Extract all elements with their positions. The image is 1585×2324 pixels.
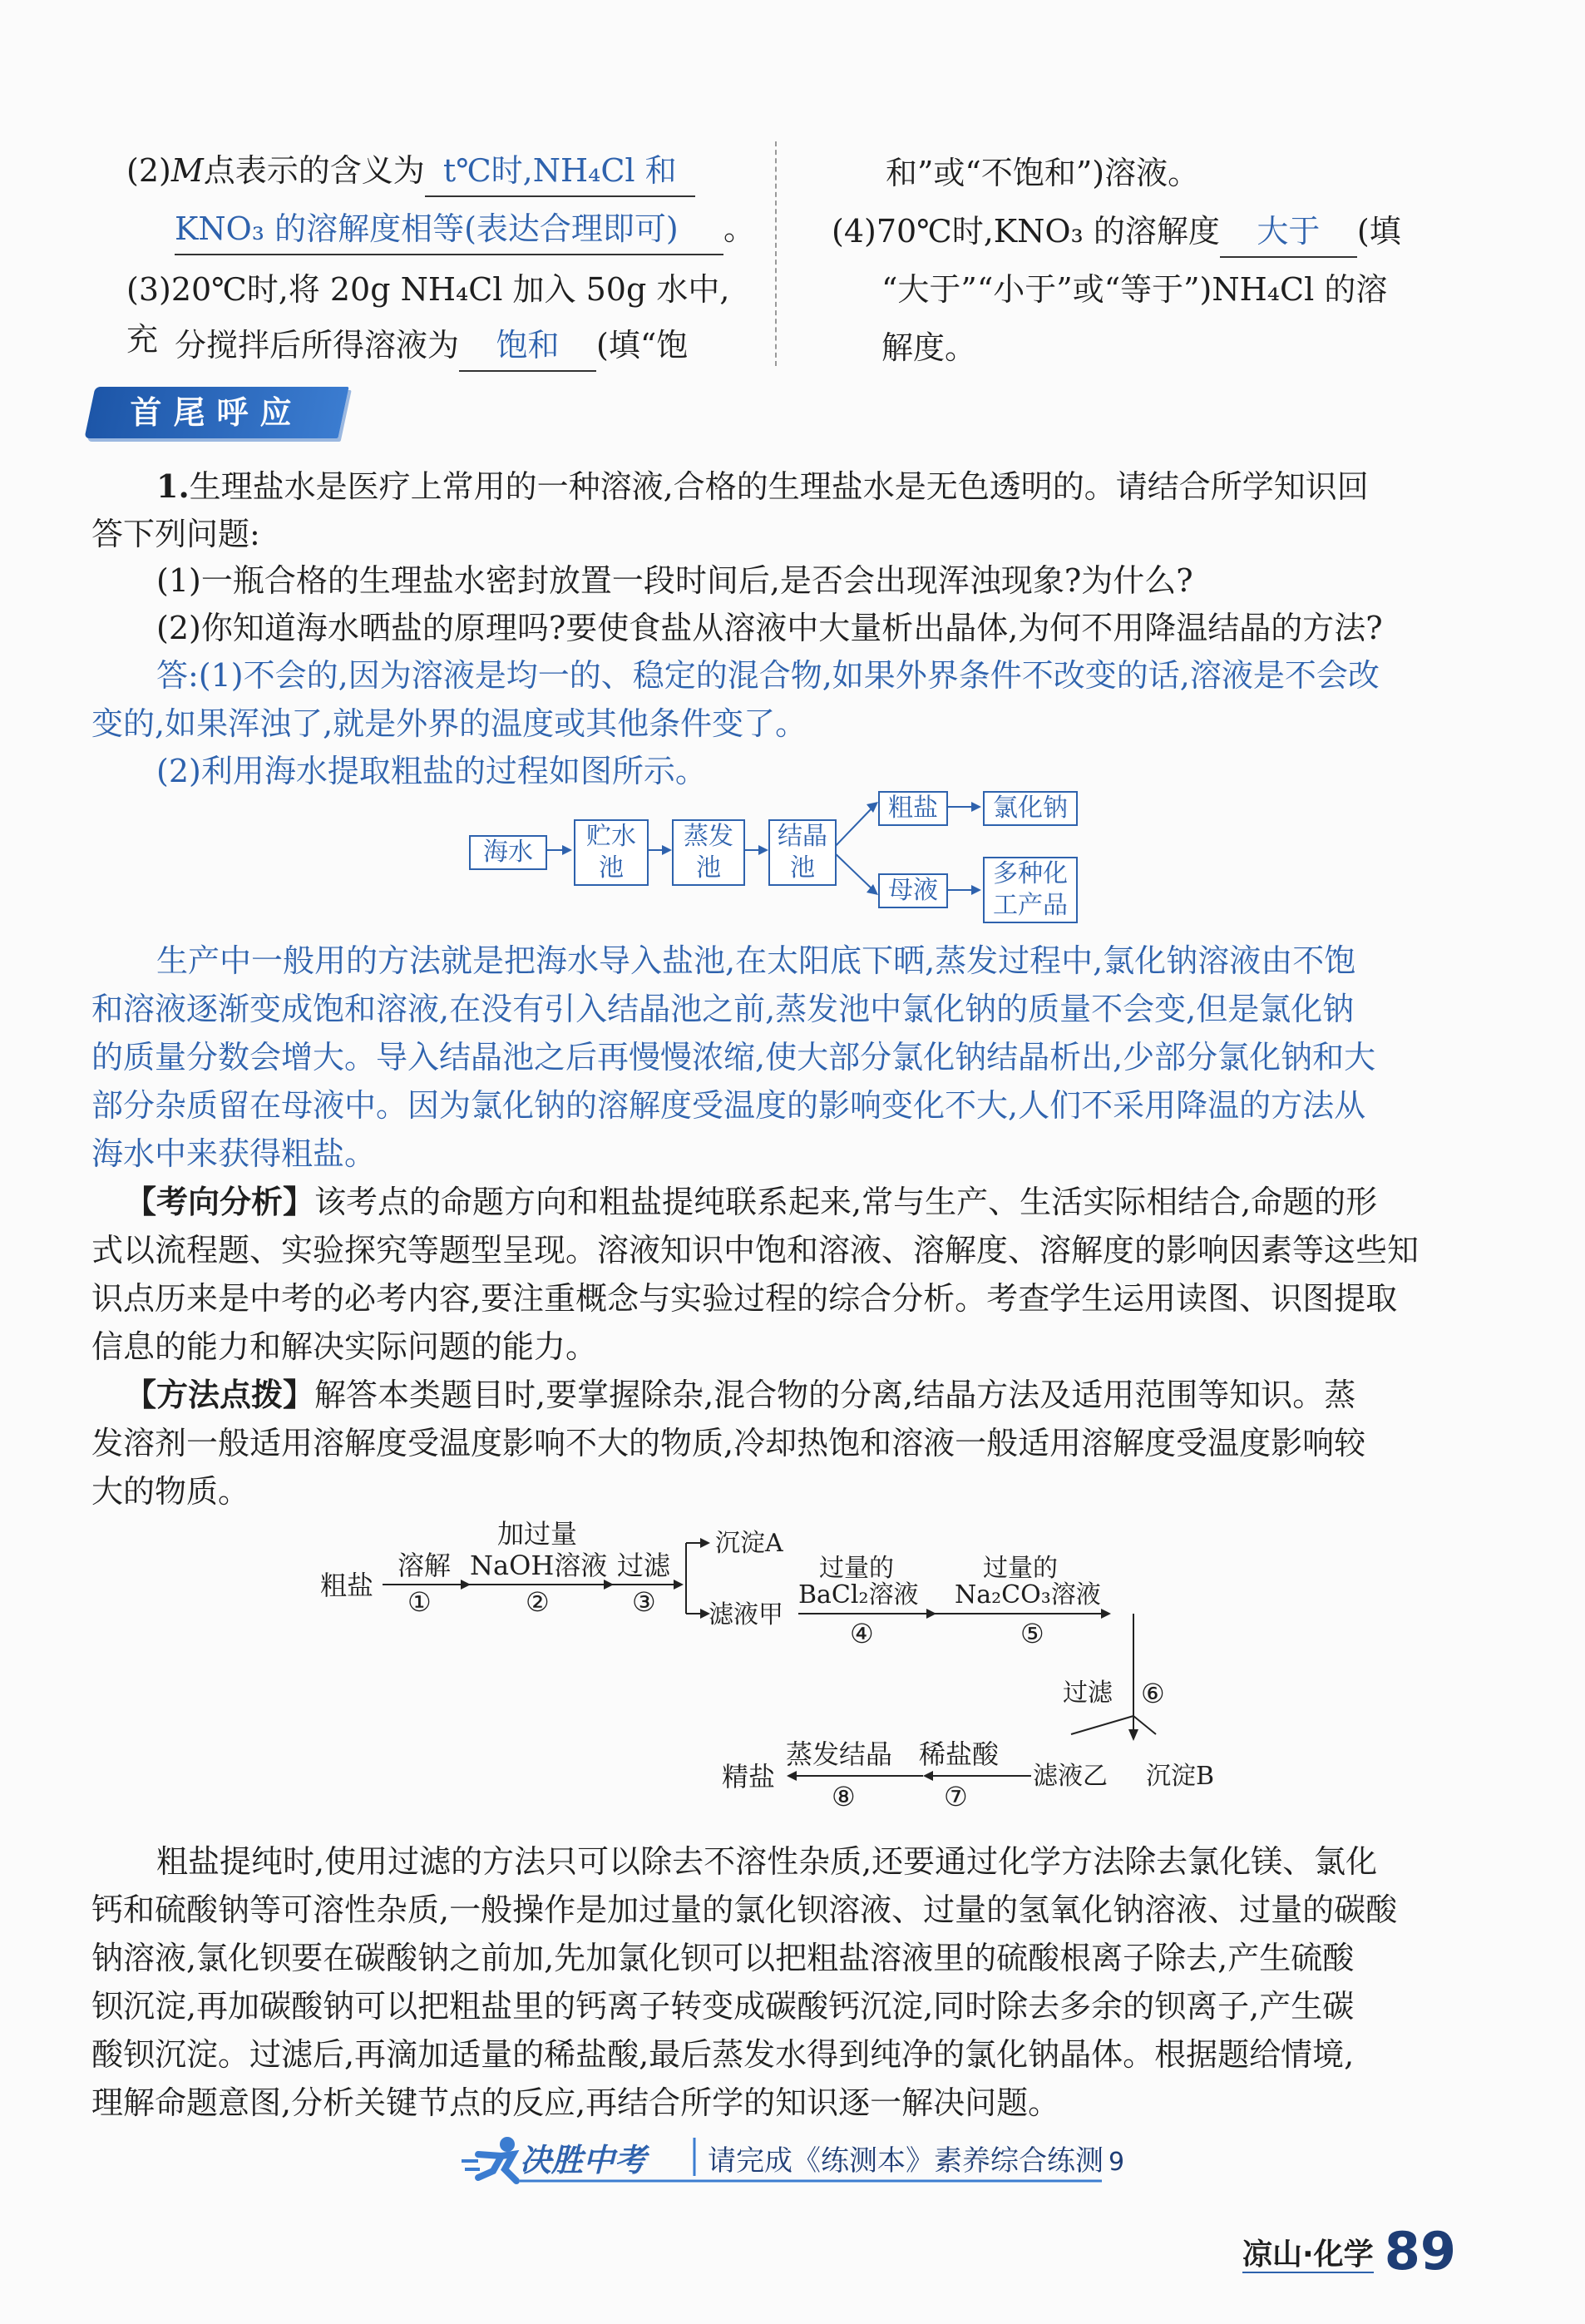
f2-filter6: 过滤 — [1063, 1679, 1113, 1708]
f2-n7: ⑦ — [944, 1781, 968, 1809]
answer-1-line2: 变的,如果浑浊了,就是外界的温度或其他条件变了。 — [91, 705, 807, 742]
problem-sub2: (2)你知道海水晒盐的原理吗?要使食盐从溶液中大量析出晶体,为何不用降温结晶的方法? — [156, 610, 1383, 646]
region-subject: 凉山·化学 — [1242, 2237, 1374, 2272]
summary-line4: 钡沉淀,再加碳酸钠可以把粗盐里的钙离子转变成碳酸钙沉淀,同时除去多余的钡离子,产生碳 — [91, 1988, 1355, 2025]
problem-line2: 答下列问题: — [91, 516, 260, 552]
f2-evap: 蒸发结晶 — [786, 1738, 893, 1770]
f2-n8: ⑧ — [832, 1781, 856, 1809]
f2-hcl: 稀盐酸 — [919, 1738, 1000, 1770]
summary-line6: 理解命题意图,分析关键节点的反应,再结合所学的知识逐一解决问题。 — [91, 2084, 1060, 2121]
f2-excess1: 加过量 — [497, 1518, 578, 1550]
f2-n1: ① — [407, 1586, 432, 1618]
f2-dissolve: 溶解 — [397, 1550, 452, 1581]
answer-2-p3: 的质量分数会增大。导入结晶池之后再慢慢浓缩,使大部分氯化钠结晶析出,少部分氯化钠和大 — [91, 1039, 1376, 1075]
f2-excess2: 过量的 — [819, 1554, 894, 1583]
problem-line1: 1.生理盐水是医疗上常用的一种溶液,合格的生理盐水是无色透明的。请结合所学知识回 — [156, 467, 1369, 505]
flow-crystallization-pond: 结晶 池 — [768, 819, 837, 886]
column-divider — [775, 141, 777, 366]
section-banner: 首尾呼应 — [84, 387, 348, 438]
q2-line1: (2)M点表示的含义为 t℃时,NH₄Cl 和 — [126, 146, 758, 197]
flow-storage-pond: 贮水 池 — [574, 819, 649, 886]
answer-2-p1: 生产中一般用的方法就是把海水导入盐池,在太阳底下晒,蒸发过程中,氯化钠溶液由不饱 — [156, 942, 1356, 979]
q2-answer-blank-2: KNO₃ 的溶解度相等(表达合理即可) — [175, 204, 723, 255]
method-line3: 大的物质。 — [91, 1473, 250, 1510]
problem-sub1: (1)一瓶合格的生理盐水密封放置一段时间后,是否会出现浑浊现象?为什么? — [156, 562, 1193, 599]
flow-sodium-chloride: 氯化钠 — [983, 791, 1078, 826]
summary-line5: 酸钡沉淀。过滤后,再滴加适量的稀盐酸,最后蒸发水得到纯净的氯化钠晶体。根据题给情境, — [91, 2036, 1355, 2073]
f2-filter: 过滤 — [617, 1550, 671, 1581]
method-line2: 发溶剂一般适用溶解度受温度影响不大的物质,冷却热饱和溶液一般适用溶解度受温度影响较 — [91, 1425, 1366, 1461]
q2-answer-blank: t℃时,NH₄Cl 和 — [425, 146, 695, 197]
f2-bacl2: BaCl₂溶液 — [798, 1580, 919, 1609]
analysis-line4: 信息的能力和解决实际问题的能力。 — [91, 1328, 598, 1365]
summary-line1: 粗盐提纯时,使用过滤的方法只可以除去不溶性杂质,还要通过化学方法除去氯化镁、氯化 — [156, 1843, 1378, 1880]
summary-line3: 钠溶液,氯化钡要在碳酸钠之前加,先加氯化钡可以把粗盐溶液里的硫酸根离子除去,产生硫酸 — [91, 1940, 1355, 1976]
q3-line1: (3)20℃时,将 20g NH₄Cl 加入 50g 水中,充 — [126, 271, 730, 358]
f2-n4: ④ — [850, 1618, 874, 1649]
q4-answer-blank: 大于 — [1220, 206, 1357, 258]
analysis-line1: 【考向分析】该考点的命题方向和粗盐提纯联系起来,常与生产、生活实际相结合,命题的形 — [125, 1184, 1378, 1220]
f2-naoh: NaOH溶液 — [470, 1550, 608, 1581]
flow-crude-salt: 粗盐 — [878, 791, 948, 826]
f2-precA: 沉淀A — [715, 1529, 783, 1558]
method-line1: 【方法点拨】解答本类题目时,要掌握除杂,混合物的分离,结晶方法及适用范围等知识。蒸 — [125, 1377, 1356, 1413]
flow-chemical-products: 多种化 工产品 — [983, 857, 1078, 923]
purification-flow-diagram — [308, 1510, 1239, 1809]
q4-line2: “大于”“小于”或“等于”)NH₄Cl 的溶 — [881, 271, 1388, 308]
f2-precB: 沉淀B — [1146, 1762, 1215, 1791]
f2-n2: ② — [526, 1586, 550, 1618]
flow-evaporation-pond: 蒸发 池 — [672, 819, 745, 886]
analysis-line2: 式以流程题、实验探究等题型呈现。溶液知识中饱和溶液、溶解度、溶解度的影响因素等这些知 — [91, 1232, 1420, 1268]
footer-text: 请完成《练测本》素养综合练测 9 — [708, 2144, 1125, 2178]
f2-n5: ⑤ — [1020, 1618, 1044, 1649]
answer-2-p5: 海水中来获得粗盐。 — [91, 1135, 377, 1172]
q3-answer-blank: 饱和 — [459, 320, 596, 372]
analysis-line3: 识点历来是中考的必考内容,要注重概念与实验过程的综合分析。考查学生运用读图、识图提取 — [91, 1280, 1398, 1317]
answer-1-line1: 答:(1)不会的,因为溶液是均一的、稳定的混合物,如果外界条件不改变的话,溶液是不会改 — [156, 657, 1380, 694]
footer-banner — [462, 2129, 1125, 2188]
page-footer — [1242, 2221, 1456, 2282]
q3-line2: 分搅拌后所得溶液为 饱和 (填“饱 — [175, 320, 757, 372]
answer-2-intro: (2)利用海水提取粗盐的过程如图所示。 — [156, 753, 707, 789]
f2-excess3: 过量的 — [983, 1554, 1058, 1583]
answer-2-p4: 部分杂质留在母液中。因为氯化钠的溶解度受温度的影响变化不大,人们不采用降温的方法从 — [91, 1087, 1366, 1124]
f2-n6: ⑥ — [1141, 1678, 1165, 1709]
f2-n3: ③ — [632, 1586, 656, 1618]
q4-line3: 解度。 — [881, 329, 977, 366]
f2-filtB: 滤液乙 — [1033, 1762, 1108, 1791]
f2-crude: 粗盐 — [320, 1570, 374, 1601]
footer-brand: 决胜中考 — [520, 2142, 647, 2178]
f2-fine: 精盐 — [722, 1761, 776, 1792]
q4-line1: (4)70℃时,KNO₃ 的溶解度 大于 (填 — [832, 206, 1472, 258]
f2-filtA: 滤液甲 — [709, 1600, 783, 1629]
flow-seawater: 海水 — [469, 835, 547, 870]
f2-na2co3: Na₂CO₃溶液 — [955, 1580, 1101, 1609]
answer-2-p2: 和溶液逐渐变成饱和溶液,在没有引入结晶池之前,蒸发池中氯化钠的质量不会变,但是氯化钠 — [91, 991, 1355, 1027]
page-number: 89 — [1384, 2221, 1456, 2282]
q2-line2: KNO₃ 的溶解度相等(表达合理即可) 。 — [175, 204, 757, 255]
summary-line2: 钙和硫酸钠等可溶性杂质,一般操作是加过量的氯化钡溶液、过量的氢氧化钠溶液、过量的碳酸 — [91, 1891, 1398, 1928]
flow-mother-liquor: 母液 — [878, 873, 948, 908]
q3-continued: 和”或“不饱和”)溶液。 — [886, 155, 1200, 191]
